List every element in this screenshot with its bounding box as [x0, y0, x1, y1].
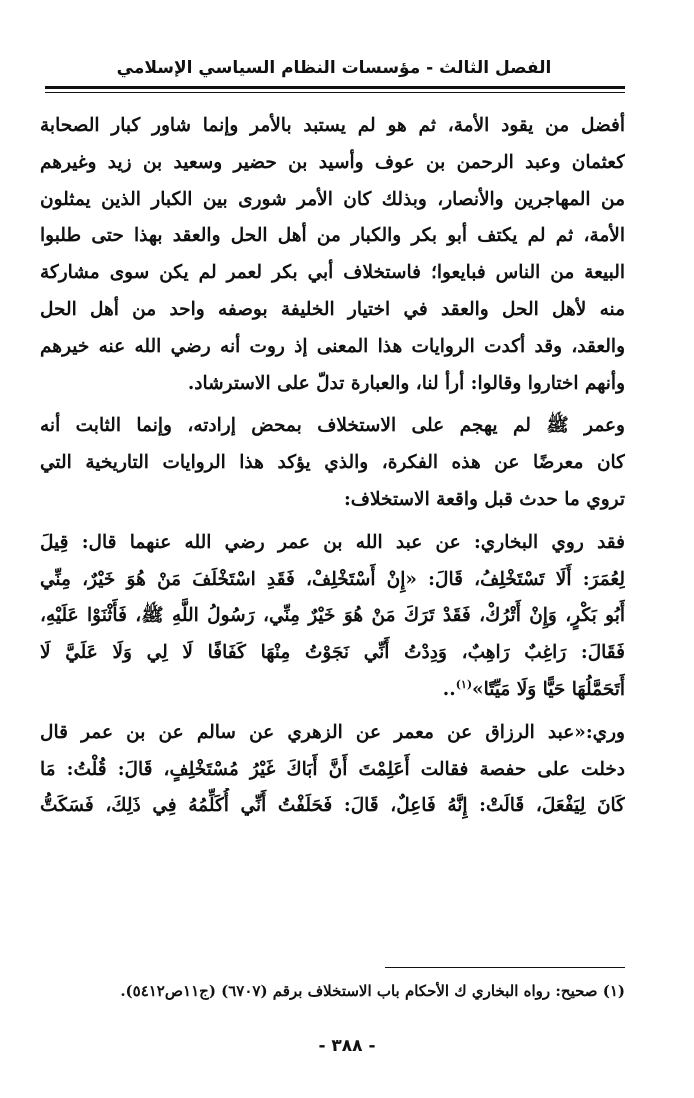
page-number: - ٣٨٨ - [318, 1036, 376, 1056]
text-line: وأنهم اختاروا وقالوا: أرأ لنا، والعبارة تدلّ على الاسترشاد. [187, 372, 625, 394]
paragraph-1 [40, 108, 625, 402]
hadith-line: كَانَ لِيَفْعَلَ، قَالَتْ: إِنَّهُ فَاعِلٌ، قَالَ: فَحَلَفْتُ أَنِّي أُكَلِّمُهُ فِي ذَلِكَ، فَسَكَتُّ [40, 795, 625, 817]
footnote: (١) صحيح: رواه البخاري ك الأحكام باب الاستخلاف برقم (٦٧٠٧) (ج١١ص٥٤١٢). [120, 982, 625, 1000]
text-line: منه لأهل الحل والعقد في اختيار الخليفة بوصفه واحد من أهل الحل [40, 298, 625, 320]
text-line: كعثمان وعبد الرحمن بن عوف وأسيد بن حضير وسعيد بن زيد وغيرهم [40, 151, 625, 173]
text-line: تروي ما حدث قبل واقعة الاستخلاف: [343, 488, 625, 510]
hadith-line: دخلت على حفصة فقالت أَعَلِمْتَ أَنَّ أَبَاكَ غَيْرُ مُسْتَخْلِفٍ، قَالَ: قُلْتُ: مَا [40, 758, 625, 780]
text-line: فقد روي البخاري: عن عبد الله بن عمر رضي الله عنهما قال: قِيلَ [40, 531, 625, 553]
text-line: البيعة من الناس فبايعوا؛ فاستخلاف أبي بكر لعمر لم يكن سوى مشاركة [40, 262, 625, 284]
text-line: والعقد، وقد أكدت الروايات هذا المعنى إذ روت أنه رضي الله عنه خيرهم [40, 335, 625, 357]
hadith-end: أَتَحَمَّلُهَا حَيًّا وَلَا مَيِّتًا» [472, 678, 625, 700]
hadith-line-last [40, 672, 625, 709]
text-line: أفضل من يقود الأمة، ثم هو لم يستبد بالأمر وإنما شاور كبار الصحابة [40, 115, 625, 136]
footnote-ref: (١) [455, 677, 473, 691]
footnote-rule [385, 967, 625, 968]
hadith-line: أَبُو بَكْرٍ، وَإِنْ أَتْرُكْ، فَقَدْ تَرَكَ مَنْ هُوَ خَيْرٌ مِنِّي، رَسُولُ اللَّهِ ﷺ، فَأَثْنَوْا عَلَيْهِ، [40, 605, 625, 627]
text-line: وعمر ﷺ لم يهجم على الاستخلاف بمحض إرادته، وإنما الثابت أنه [40, 415, 625, 437]
hadith-line: فَقَالَ: رَاغِبٌ رَاهِبٌ، وَدِدْتُ أَنِّي نَجَوْتُ مِنْهَا كَفَافًا لَا لِي وَلَا عَلَيَّ لَا [40, 642, 625, 664]
header-rule-thick [45, 86, 625, 89]
paragraph-3 [40, 525, 625, 709]
text-line: الأمة، ثم لم يكتف أبو بكر والكبار من أهل الحل والعقد بهذا حتى طلبوا [40, 225, 625, 247]
main-text [40, 108, 625, 825]
hadith-line: لِعُمَرَ: أَلَا تَسْتَخْلِفُ، قَالَ: «إِنْ أَسْتَخْلِفْ، فَقَدِ اسْتَخْلَفَ مَنْ هُوَ خَيْرٌ، مِنِّي [40, 568, 625, 590]
ellipsis: .. [442, 678, 456, 700]
text-line: وري:«عبد الرزاق عن معمر عن الزهري عن سالم عن بن عمر قال [40, 721, 625, 743]
paragraph-4 [40, 715, 625, 825]
header-rule-thin [45, 92, 625, 93]
text-line: كان معرضًا عن هذه الفكرة، والذي يؤكد هذا الروايات التاريخية التي [40, 452, 625, 474]
running-header: الفصل الثالث - مؤسسات النظام السياسي الإسلامي [116, 58, 552, 78]
paragraph-2 [40, 408, 625, 518]
text-line: من المهاجرين والأنصار، وبذلك كان الأمر شورى بين الكبار الذين يمثلون [40, 188, 625, 210]
